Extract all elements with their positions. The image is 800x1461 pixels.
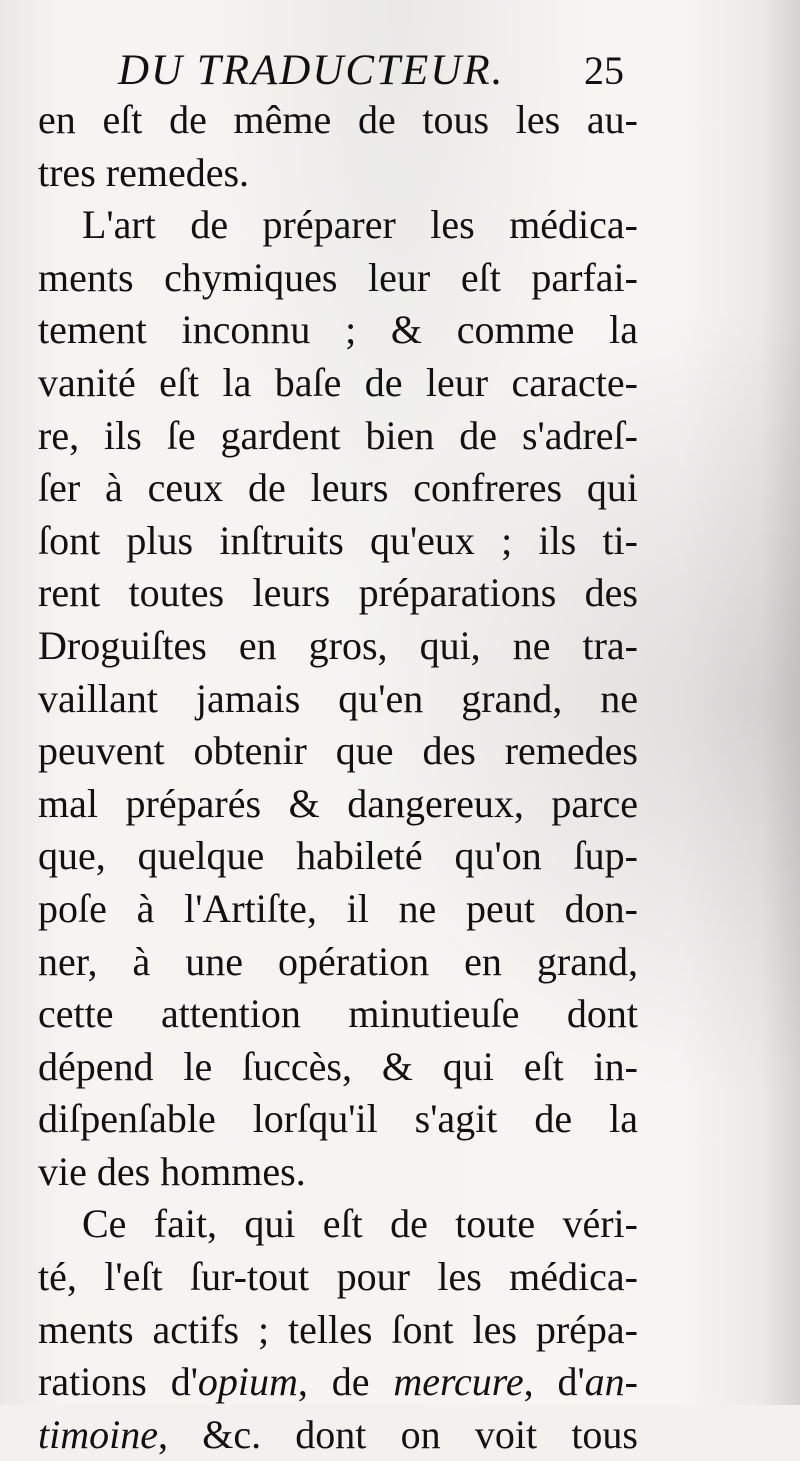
text-line: en eſt de même de tous les au- (38, 97, 638, 142)
text-line: ſer à ceux de leurs confreres qui (38, 465, 638, 511)
text-line: re, ils ſe gardent bien de s'adreſ- (38, 412, 638, 458)
text-line: ſont plus inſtruits qu'eux ; ils ti- (38, 517, 638, 563)
text-line: ner, à une opération en grand, (38, 938, 638, 984)
page-header (0, 42, 800, 100)
running-head: DU TRADUCTEUR. (118, 47, 505, 94)
italic-word: an- (584, 1359, 638, 1405)
text-line: vanité eſt la baſe de leur caracte- (38, 359, 638, 405)
text-line: ments chymiques leur eſt parfai- (38, 254, 638, 300)
text-line: vaillant jamais qu'en grand, ne (38, 675, 638, 721)
text-line: Ce fait, qui eſt de toute véri- (82, 1201, 638, 1247)
text-line: tres remedes. (38, 149, 250, 195)
text-line: ments actifs ; telles ſont les prépa- (38, 1306, 638, 1352)
text-line: Droguiſtes en gros, qui, ne tra- (38, 622, 638, 668)
text-line: dépend le ſuccès, & qui eſt in- (38, 1043, 638, 1089)
italic-word: opium (197, 1359, 298, 1405)
text-line: poſe à l'Artiſte, il ne peut don- (38, 885, 638, 931)
page-number: 25 (584, 48, 624, 93)
italic-word: mercure (393, 1359, 524, 1405)
text-segment: , d' (523, 1359, 585, 1405)
text-line (38, 1409, 638, 1461)
text-line: L'art de préparer les médica- (82, 202, 638, 248)
text-line: peuvent obtenir que des remedes (38, 728, 638, 774)
text-line: mal préparés & dangereux, parce (38, 780, 638, 826)
text-line: diſpenſable lorſqu'il s'agit de la (38, 1096, 638, 1142)
text-line: cette attention minutieuſe dont (38, 991, 638, 1037)
text-line: que, quelque habileté qu'on ſup- (38, 833, 638, 879)
text-line: tement inconnu ; & comme la (38, 307, 638, 353)
text-segment: , &c. dont on voit tous (157, 1411, 638, 1457)
text-line: vie des hommes. (38, 1148, 306, 1194)
italic-word: timoine (38, 1411, 158, 1457)
body-text (38, 94, 638, 1461)
text-line (38, 1356, 638, 1409)
text-segment: , de (297, 1359, 394, 1405)
text-line: té, l'eſt ſur-tout pour les médica- (38, 1254, 638, 1300)
text-line: rent toutes leurs préparations des (38, 570, 638, 616)
page-edge-shadow (760, 0, 800, 1405)
text-segment: rations d' (38, 1359, 198, 1405)
